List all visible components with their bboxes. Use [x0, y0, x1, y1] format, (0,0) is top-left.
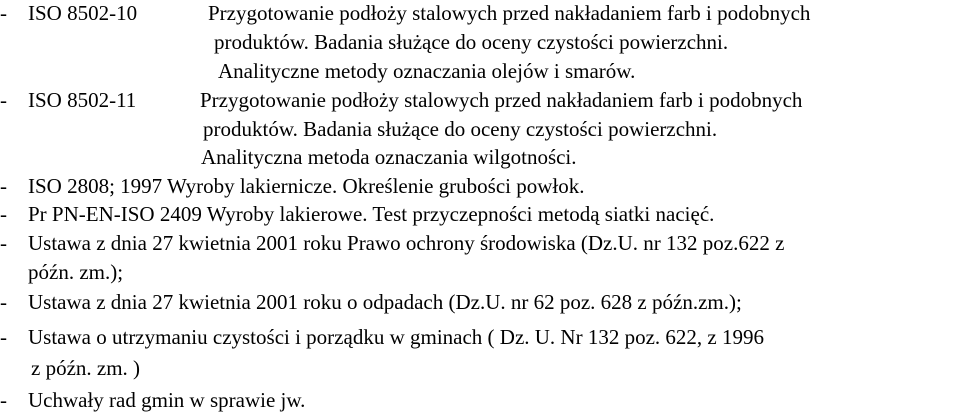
- standard-title-continued: Analityczna metoda oznaczania wilgotności.: [201, 145, 577, 169]
- list-item-text-continued: z późn. zm. ): [31, 356, 141, 380]
- standard-title-continued: produktów. Badania służące do oceny czystości powierzchni.: [214, 30, 729, 54]
- bullet-dash: -: [0, 388, 7, 412]
- list-item-pn-en-iso-2409: [0, 201, 7, 227]
- bullet-dash: -: [0, 174, 7, 198]
- bullet-dash: -: [0, 290, 7, 314]
- list-item-ustawa-odpady: [0, 289, 7, 315]
- list-item-text: ISO 2808; 1997 Wyroby lakiernicze. Określenie grubości powłok.: [28, 174, 585, 198]
- standard-title-continued: produktów. Badania służące do oceny czystości powierzchni.: [203, 117, 718, 141]
- list-item-iso-8502-11: [0, 87, 7, 113]
- list-item-text: Pr PN-EN-ISO 2409 Wyroby lakierowe. Test przyczepności metodą siatki nacięć.: [28, 202, 715, 226]
- standard-title-continued: Analityczne metody oznaczania olejów i smarów.: [218, 59, 636, 83]
- bullet-dash: -: [0, 231, 7, 255]
- list-item-text: Uchwały rad gmin w sprawie jw.: [28, 388, 306, 412]
- list-item-ustawa-prawo-ochrony: [0, 230, 7, 256]
- list-item-text-continued: późn. zm.);: [28, 260, 124, 284]
- standard-title: Przygotowanie podłoży stalowych przed nakładaniem farb i podobnych: [200, 88, 803, 112]
- list-item-text: Ustawa z dnia 27 kwietnia 2001 roku o odpadach (Dz.U. nr 62 poz. 628 z późn.zm.);: [28, 290, 742, 314]
- standard-title: Przygotowanie podłoży stalowych przed nakładaniem farb i podobnych: [208, 1, 811, 25]
- bullet-dash: -: [0, 88, 7, 112]
- list-item-iso-2808: [0, 173, 7, 199]
- standard-code: ISO 8502-11: [28, 88, 137, 112]
- bullet-dash: -: [0, 202, 7, 226]
- bullet-dash: -: [0, 325, 7, 349]
- list-item-text: Ustawa z dnia 27 kwietnia 2001 roku Prawo ochrony środowiska (Dz.U. nr 132 poz.622 z: [28, 231, 785, 255]
- bullet-dash: -: [0, 1, 7, 25]
- standard-code: ISO 8502-10: [28, 1, 138, 25]
- list-item-ustawa-czystosc: [0, 324, 7, 350]
- list-item-uchwaly: [0, 387, 7, 413]
- list-item-iso-8502-10: [0, 0, 7, 26]
- list-item-text: Ustawa o utrzymaniu czystości i porządku w gminach ( Dz. U. Nr 132 poz. 622, z 1996: [28, 325, 764, 349]
